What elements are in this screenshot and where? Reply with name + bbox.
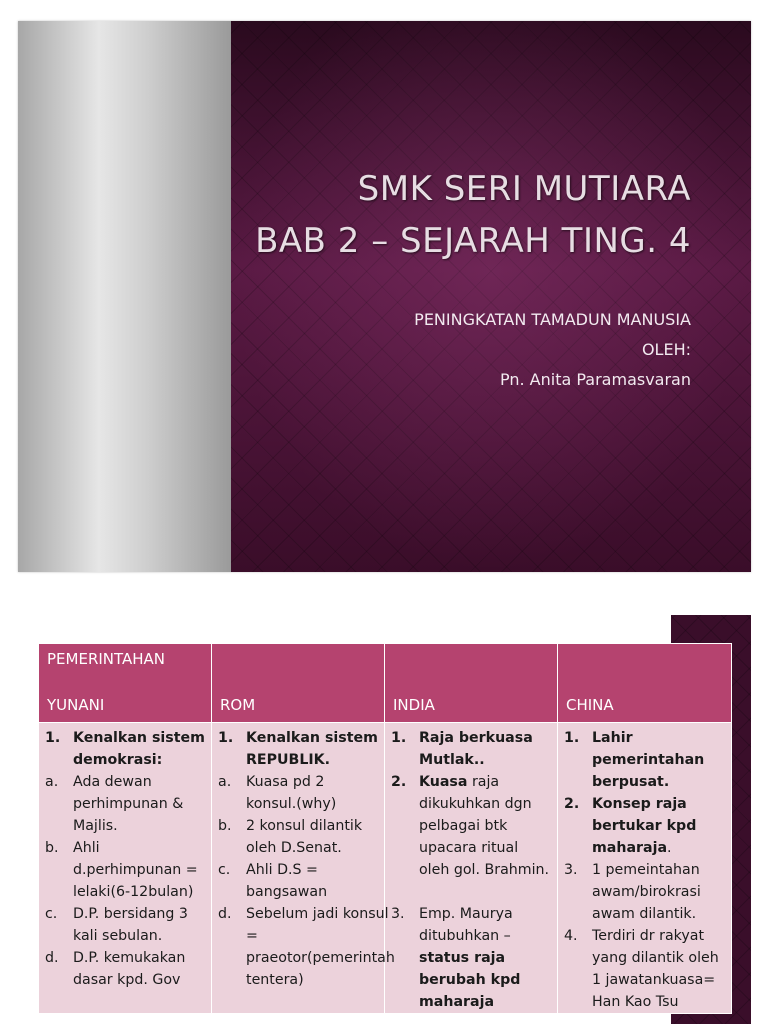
- subtitle-by: OLEH:: [641, 340, 691, 359]
- item-marker: 1.: [218, 730, 234, 746]
- item-marker: 3.: [391, 906, 405, 922]
- item-text: Kenalkan sistem REPUBLIK.: [246, 730, 378, 768]
- header-yunani-label: YUNANI: [47, 696, 105, 714]
- item-marker: d.: [45, 950, 59, 966]
- list-item: [45, 947, 205, 991]
- item-text: D.P. kemukakan dasar kpd. Gov: [73, 950, 186, 988]
- item-marker: c.: [218, 862, 231, 878]
- item-text-bold: Kuasa: [419, 774, 468, 790]
- header-india: INDIA: [385, 644, 558, 723]
- list-item: [391, 727, 551, 771]
- purple-pattern-panel: [231, 21, 751, 572]
- item-text: D.P. bersidang 3 kali sebulan.: [73, 906, 188, 944]
- item-text-bold: Konsep raja bertukar kpd maharaja: [592, 796, 697, 856]
- item-text: Ahli d.perhimpunan = lelaki(6-12bulan): [73, 840, 198, 900]
- government-comparison-table: [38, 643, 732, 1014]
- item-text: Kenalkan sistem demokrasi:: [73, 730, 205, 768]
- item-text-rest: .: [667, 840, 672, 856]
- list-item: [45, 771, 205, 837]
- header-rom: ROM: [212, 644, 385, 723]
- item-text: 1 pemeintahan awam/birokrasi awam dilantik.: [592, 862, 701, 922]
- title-line-school: SMK SERI MUTIARA: [357, 169, 691, 209]
- list-item: [218, 859, 378, 903]
- list-item: [218, 727, 378, 771]
- item-text: Kuasa pd 2 konsul.(why): [246, 774, 337, 812]
- item-marker: 2.: [564, 796, 580, 812]
- item-text: Ahli D.S = bangsawan: [246, 862, 328, 900]
- title-slide: [18, 21, 751, 572]
- item-marker: d.: [218, 906, 232, 922]
- item-text-bold: status raja berubah kpd maharaja: [419, 950, 521, 1010]
- item-text-rest: raja dikukuhkan dgn pelbagai btk upacara ritual oleh gol. Brahmin.: [419, 774, 550, 878]
- item-marker: c.: [45, 906, 58, 922]
- item-text-rest: Emp. Maurya ditubuhkan –: [419, 906, 513, 944]
- list-item: [45, 727, 205, 771]
- list-item: [391, 771, 551, 881]
- item-text: Ada dewan perhimpunan & Majlis.: [73, 774, 184, 834]
- spacer: [391, 881, 551, 903]
- cell-rom: [212, 723, 395, 1014]
- item-text: [419, 903, 551, 1013]
- list-item: [564, 727, 725, 793]
- table-row: [39, 723, 732, 1014]
- item-text: 2 konsul dilantik oleh D.Senat.: [246, 818, 363, 856]
- table-header-row: [39, 644, 732, 723]
- header-china: CHINA: [558, 644, 732, 723]
- item-text: Sebelum jadi konsul = praeotor(pemerintah tentera): [246, 906, 395, 988]
- list-item: [218, 771, 378, 815]
- subtitle-topic: PENINGKATAN TAMADUN MANUSIA: [414, 310, 691, 329]
- list-item: [218, 903, 395, 991]
- item-marker: 2.: [391, 774, 407, 790]
- item-marker: a.: [45, 774, 59, 790]
- item-marker: b.: [45, 840, 59, 856]
- item-text: Terdiri dr rakyat yang dilantik oleh 1 jawatankuasa= Han Kao Tsu: [592, 928, 719, 1010]
- item-marker: 3.: [564, 862, 578, 878]
- list-item: [391, 903, 551, 1013]
- item-marker: b.: [218, 818, 232, 834]
- cell-india: [385, 723, 558, 1014]
- slide-subtitle: [414, 305, 691, 395]
- item-marker: 1.: [564, 730, 580, 746]
- content-slide: [18, 615, 751, 1024]
- list-item: [564, 859, 725, 925]
- cell-china: [558, 723, 732, 1014]
- item-text: Raja berkuasa Mutlak..: [419, 730, 533, 768]
- item-text: [592, 793, 725, 859]
- item-marker: 1.: [391, 730, 407, 746]
- cell-yunani: [39, 723, 212, 1014]
- grey-panel: [18, 21, 231, 572]
- item-text: [419, 771, 551, 881]
- title-line-chapter: BAB 2 – SEJARAH TING. 4: [255, 221, 691, 261]
- subtitle-author: Pn. Anita Paramasvaran: [499, 370, 691, 389]
- list-item: [45, 903, 205, 947]
- list-item: [564, 793, 725, 859]
- header-pemerintahan: PEMERINTAHAN: [47, 650, 166, 668]
- list-item: [45, 837, 205, 903]
- item-marker: a.: [218, 774, 232, 790]
- list-item: [564, 925, 725, 1013]
- list-item: [218, 815, 378, 859]
- item-marker: 4.: [564, 928, 578, 944]
- header-yunani: [39, 644, 212, 723]
- slide-title: [255, 163, 691, 267]
- item-text: Lahir pemerintahan berpusat.: [592, 730, 705, 790]
- item-marker: 1.: [45, 730, 61, 746]
